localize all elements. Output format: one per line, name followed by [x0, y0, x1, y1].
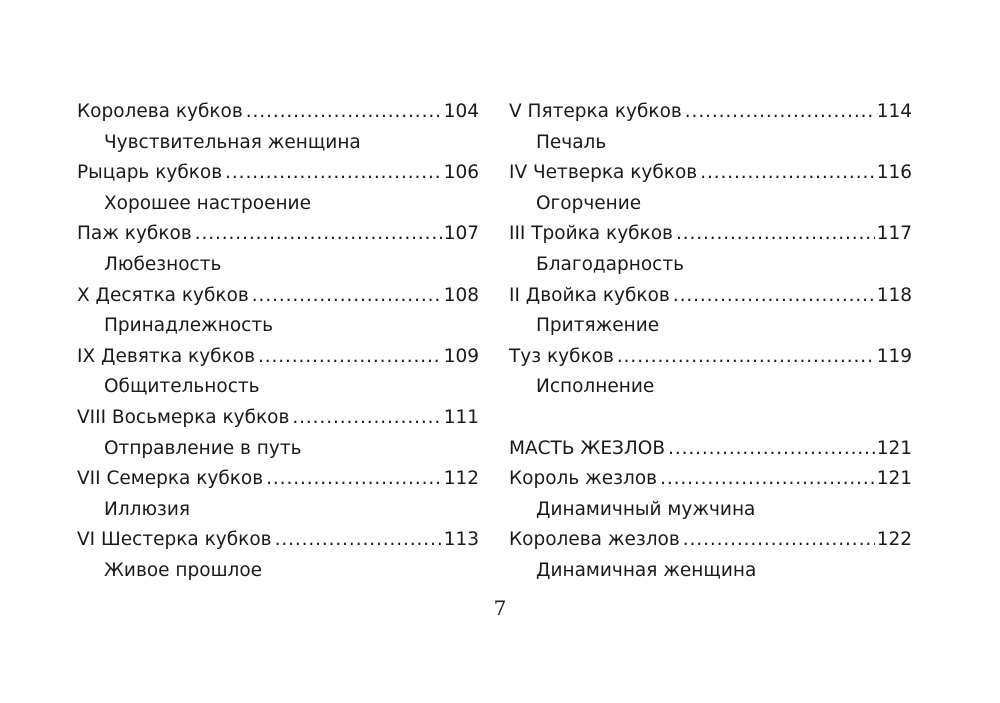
toc-entry[interactable]	[509, 97, 912, 128]
toc-entry-title: IV Четверка кубков	[509, 162, 698, 184]
toc-entry-title: V Пятерка кубков	[509, 101, 682, 122]
toc-entry-subtitle: Исполнение	[536, 376, 655, 398]
toc-entry-page: 106	[443, 162, 479, 184]
toc-entry-subtitle: Общительность	[104, 376, 260, 398]
toc-entry[interactable]	[77, 403, 479, 434]
toc-entry-title: Королева жезлов	[509, 529, 680, 551]
toc-entry-page: 113	[443, 529, 479, 551]
dot-leader	[275, 525, 442, 556]
dot-leader	[668, 434, 875, 465]
toc-entry[interactable]	[77, 281, 479, 312]
toc-entry[interactable]	[509, 342, 912, 373]
toc-entry-subtitle: Иллюзия	[104, 498, 191, 520]
toc-entry-title: VII Семерка кубков	[77, 468, 264, 490]
dot-leader	[676, 219, 875, 250]
toc-entry-title: VI Шестерка кубков	[77, 529, 272, 551]
toc-section-title: МАСТЬ ЖЕЗЛОВ	[509, 437, 666, 459]
toc-entry[interactable]	[77, 158, 479, 189]
dot-leader	[252, 281, 442, 312]
toc-section-heading[interactable]	[509, 434, 912, 465]
toc-entry-page: 108	[443, 284, 479, 306]
toc-entry-page: 117	[876, 223, 912, 245]
toc-entry-title: Паж кубков	[77, 223, 192, 245]
toc-entry-subtitle: Притяжение	[536, 315, 660, 337]
dot-leader	[258, 342, 442, 373]
dot-leader	[292, 403, 441, 434]
toc-entry[interactable]	[509, 158, 912, 189]
toc-entry-title: Королева кубков	[77, 101, 243, 122]
dot-leader	[685, 97, 875, 128]
toc-entry-page: 104	[443, 101, 479, 122]
toc-entry[interactable]	[77, 525, 479, 556]
section-spacer	[509, 403, 912, 434]
page-number: 7	[493, 596, 507, 620]
toc-entry-subtitle: Чувствительная женщина	[104, 131, 361, 153]
toc-entry[interactable]	[77, 219, 479, 250]
toc-entry-title: Рыцарь кубков	[77, 162, 223, 184]
dot-leader	[700, 158, 875, 189]
toc-entry[interactable]	[509, 464, 912, 495]
toc-entry-page: 122	[876, 529, 912, 551]
toc-right-column	[509, 97, 912, 587]
toc-entry-page: 121	[876, 468, 912, 490]
toc-entry-page: 114	[876, 101, 912, 122]
dot-leader	[195, 219, 442, 250]
toc-entry-subtitle: Отправление в путь	[104, 437, 302, 459]
dot-leader	[617, 342, 875, 373]
dot-leader	[225, 158, 442, 189]
toc-entry-page: 119	[876, 345, 912, 367]
toc-entry-subtitle: Печаль	[536, 131, 607, 153]
toc-entry-subtitle: Принадлежность	[104, 315, 274, 337]
dot-leader	[673, 281, 875, 312]
toc-entry-subtitle: Благодарность	[536, 253, 685, 275]
toc-entry-title: Король жезлов	[509, 468, 658, 490]
toc-entry-page: 111	[443, 406, 479, 428]
dot-leader	[246, 97, 442, 128]
toc-section-page: 121	[876, 437, 912, 459]
toc-left-column	[77, 97, 479, 587]
toc-entry[interactable]	[77, 464, 479, 495]
toc-entry[interactable]	[509, 219, 912, 250]
toc-entry-page: 118	[876, 284, 912, 306]
toc-entry-subtitle: Любезность	[104, 253, 222, 275]
toc-entry-page: 109	[443, 345, 479, 367]
dot-leader	[660, 464, 875, 495]
toc-entry-title: IX Девятка кубков	[77, 345, 255, 367]
toc-entry-title: Туз кубков	[509, 345, 614, 367]
toc-entry-subtitle: Динамичная женщина	[536, 559, 757, 581]
toc-entry-page: 112	[443, 468, 479, 490]
toc-entry-title: VIII Восьмерка кубков	[77, 406, 290, 428]
toc-entry-title: X Десятка кубков	[77, 284, 249, 306]
toc-entry-page: 107	[443, 223, 479, 245]
toc-entry-title: III Тройка кубков	[509, 223, 673, 245]
toc-entry-subtitle: Живое прошлое	[104, 559, 263, 581]
toc-entry[interactable]	[509, 525, 912, 556]
dot-leader	[683, 525, 875, 556]
dot-leader	[266, 464, 442, 495]
toc-entry-title: II Двойка кубков	[509, 284, 670, 306]
toc-entry[interactable]	[77, 342, 479, 373]
toc-entry-subtitle: Огорчение	[536, 192, 642, 214]
toc-entry-page: 116	[876, 162, 912, 184]
toc-entry-subtitle: Хорошее настроение	[104, 192, 311, 214]
toc-entry[interactable]	[509, 281, 912, 312]
toc-entry[interactable]	[77, 97, 479, 128]
toc-entry-subtitle: Динамичный мужчина	[536, 498, 756, 520]
